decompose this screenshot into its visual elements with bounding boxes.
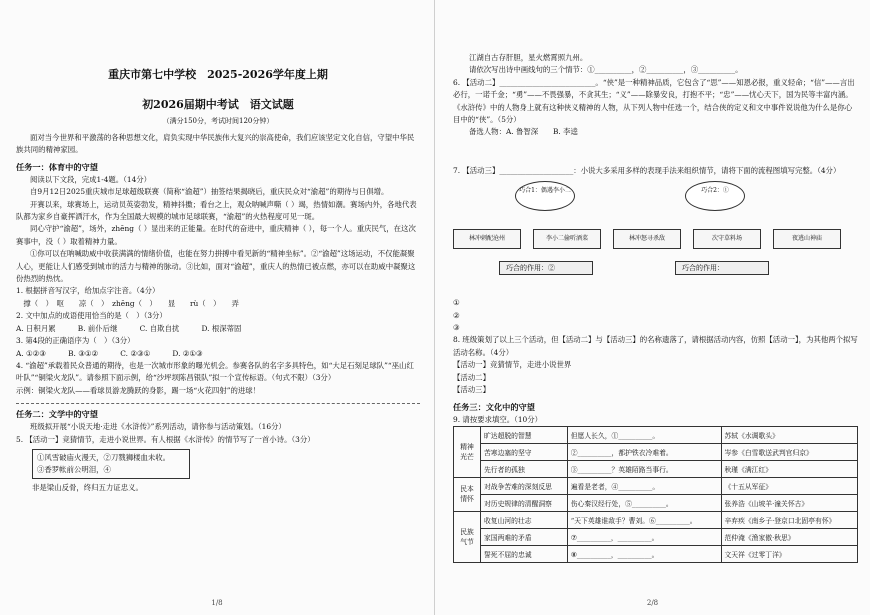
- line-cell: ⑧__________，__________。: [567, 545, 721, 562]
- source-cell: 秋瑾《满江红》: [721, 460, 858, 477]
- intro-text: 面对当今世界和平激荡的各种思想文化，肩负实现中华民族伟大复兴的崇高使命，我们应该坚定文化自信，守望中华民族共同的精神家园。: [16, 133, 415, 155]
- flow-box: 林冲刺配沧州: [453, 229, 521, 249]
- table-row: [454, 545, 858, 562]
- task2-title: 任务二：文学中的守望: [16, 409, 98, 420]
- question-line: A. 日积月累 B. 前仆后继 C. 自欺自扰 D. 根深蒂固: [16, 323, 242, 333]
- passage-sentences: ①你可以在呐喊助威中收获满满的情绪价值，也能在努力拼搏中看见新的“精神坐标”。②“渝超”这场运动，不仅能凝聚人心，更能让人们感受到城市的活力与精神的脉动。③比如，面对“渝超”，重庆人的热情已被点燃，亦可以在助威中凝聚这份热烈的热忱。: [16, 249, 416, 284]
- source-cell: 文天祥《过零丁洋》: [721, 545, 858, 562]
- effect-box-1: 巧合的作用：②: [499, 261, 593, 275]
- page-right: [435, 0, 870, 615]
- table-row: [454, 443, 858, 460]
- answer-line: ①: [453, 298, 460, 308]
- q5-answer-prompt: 请依次写出诗中画线句的三个情节：①__________，②__________，③__________。: [469, 65, 743, 75]
- category-cell: 精神光芒: [454, 426, 481, 477]
- poem-line: ①风雪破庙火漫天，②刀戮狮楼血未收。: [37, 452, 171, 462]
- coincidence-bubble-2: 巧合2：①: [685, 181, 745, 211]
- question-6: 6. 【活动二】__________________________。“侠”是一种精神品质，它包含了“思”——知恩必报，重义轻命；“信”——言出必行，一诺千金；“勇”——不畏强暴，不贪其生；“义”——除暴安良，打抱不平；“忠”——忧心天下，国为民等丰富内涵。《水浒传》中的人物身上就有这种侠义精神的人物，从下列人物中任选一个，结合侠的定义和文中事件说说他为什么是你心目中的“侠”。（5分）: [453, 77, 855, 125]
- theme-cell: 收复山河的壮志: [481, 511, 568, 528]
- question-line: 1. 根据拼音写汉字，给加点字注音。（4分）: [16, 286, 160, 296]
- line-cell: 但愿人长久，①__________。: [567, 426, 721, 443]
- task1-title: 任务一：体育中的守望: [16, 161, 98, 172]
- task3-title: 任务三：文化中的守望: [453, 401, 535, 412]
- line-cell: 遍看是老者，④__________。: [567, 477, 721, 494]
- source-cell: 《十五从军征》: [721, 477, 858, 494]
- question-8: 8. 班级策划了以上三个活动，但【活动二】与【活动三】的名称遗落了，请根据活动内容，仿照【活动一】，为其他两个拟写活动名称。（4分）: [453, 335, 858, 357]
- poem-tail: 非是梁山反骨，终归五力证忠义。: [32, 482, 143, 492]
- poem-line: ③香罗帐前公明泪，④: [37, 464, 111, 474]
- source-cell: 岑参《白雪歌送武判官归京》: [721, 443, 858, 460]
- effect-box-2: 巧合的作用：: [675, 261, 769, 275]
- answer-line: ②: [453, 310, 460, 320]
- question-line: 2. 文中加点的成语使用恰当的是（ ）（3分）: [16, 311, 167, 321]
- flow-box: 李小二偷听酒菜: [533, 229, 601, 249]
- passage-para: 开赛以来，球赛场上，运动员英姿勃发，精神抖擞；看台之上，观众呐喊声嘶（ ）竭，热情如潮。赛场内外，各地代表队都为家乡自豪挥洒汗水，作为全国最大规模的城市足球联赛，“渝超”的火热程度可见一斑。: [16, 199, 417, 222]
- passage-para: 同心守护“渝超”，场外，zhēng（ ）显出来的正能量。在时代的奋进中，重庆精神（ ），每一个人。重庆民气，在这次赛事中，没（ ）取着精神力量。: [16, 224, 416, 246]
- school-title: 重庆市第七中学校 2025-2026学年度上期: [108, 68, 328, 81]
- question-9: 9. 请按要求填空。（10分）: [453, 414, 543, 424]
- theme-cell: 家国两难的矛盾: [481, 528, 568, 545]
- line-cell: “天下英雄谁敌手？曹刘。⑥__________。: [567, 511, 721, 528]
- theme-cell: 先行者的孤独: [481, 460, 568, 477]
- coincidence-bubble-1: 巧合1：偶遇李小二: [515, 181, 575, 211]
- candidates: 备选人物：A. 鲁智深 B. 李逵: [469, 127, 578, 137]
- line-cell: 伤心秦汉经行处，⑤__________。: [567, 494, 721, 511]
- theme-cell: 对历史规律的清醒洞察: [481, 494, 568, 511]
- theme-cell: 誓死不屈的忠诚: [481, 545, 568, 562]
- table-row: [454, 528, 858, 545]
- source-cell: 张养浩《山坡羊·潼关怀古》: [721, 494, 858, 511]
- flow-box: 次守草料场: [693, 229, 761, 249]
- flow-box: 林冲怒寻杀敌: [613, 229, 681, 249]
- answer-space: [453, 139, 858, 165]
- source-cell: 范仲淹《渔家傲·秋思》: [721, 528, 858, 545]
- table-row: [454, 426, 858, 443]
- question-line: A. ①②③ B. ③①② C. ②③① D. ②①③: [16, 348, 203, 358]
- activity-line: 【活动三】: [453, 385, 490, 395]
- fill-in-table: [453, 426, 858, 563]
- category-cell: 民族气节: [454, 511, 481, 562]
- source-cell: 苏轼《水调歌头》: [721, 426, 858, 443]
- category-cell: 民本情怀: [454, 477, 481, 511]
- question-line: 撑（ ） 呕 凉（ ） zhēng（ ） 显 rù（ ） 弄: [16, 298, 239, 308]
- poem-box: [32, 449, 190, 479]
- divider: [16, 403, 420, 404]
- poem-continuation: 江湖自古存肝胆，星火燃霄照九州。: [469, 53, 588, 62]
- flowchart: [453, 181, 858, 293]
- table-row: [454, 477, 858, 494]
- table-row: [454, 511, 858, 528]
- exam-title: 初2026届期中考试 语文试题: [142, 98, 294, 111]
- question-5: 5. 【活动一】竞猜情节，走进小说世界。有人根据《水浒传》的情节写了一首小诗。（3分）: [16, 434, 315, 444]
- flow-box: 夜逃山神庙: [773, 229, 841, 249]
- theme-cell: 旷达超脱的智慧: [481, 426, 568, 443]
- theme-cell: 对战争苦难的深刻反思: [481, 477, 568, 494]
- line-cell: ③__________？英雄陌路当事行。: [567, 460, 721, 477]
- question-7: 7. 【活动三】____________________：小说大多采用多样的表现手法来组织情节，请将下面的流程图填写完整。（4分）: [453, 165, 841, 175]
- line-cell: ②__________，都护铁衣冷难着。: [567, 443, 721, 460]
- table-row: [454, 460, 858, 477]
- question-example: 示例：铜梁火龙队——看球员游龙腾跃的身影，踢一场“火花四射”的进球！: [16, 385, 261, 395]
- source-cell: 辛弃疾《南乡子·登京口北固亭有怀》: [721, 511, 858, 528]
- passage-para: 自9月12日2025重庆城市足球超级联赛（简称“渝超”）抽签结果揭晓后，重庆民众对“渝超”的期待与日俱增。: [30, 187, 389, 197]
- page-number: 2/8: [646, 599, 659, 607]
- answer-line: ③: [453, 323, 460, 333]
- page-number: 1/8: [211, 599, 223, 607]
- activity-line: 【活动二】: [453, 372, 490, 382]
- exam-info: （满分150分，考试时间120分钟）: [162, 117, 274, 125]
- activity-line: 【活动一】竞猜情节，走进小说世界: [453, 360, 572, 370]
- question-line: 4. “渝超”承载着民众普通的期待，也是一次城市形象的曝光机会。参赛各队的名字多具特色，如“大足石刻足球队”“巫山红叶队”“铜梁火龙队”。请参照下面示例，给“沙坪坝陈昌银队”拟一个宣传标语。（句式不限）（3分）: [16, 360, 414, 383]
- table-row: [454, 494, 858, 511]
- line-cell: ⑦__________，__________。: [567, 528, 721, 545]
- theme-cell: 苦寒边塞的坚守: [481, 443, 568, 460]
- task2-instruction: 班级拟开展“小说天地·走进《水浒传》”系列活动，请你参与活动策划。（16分）: [30, 422, 286, 432]
- task1-instruction: 阅读以下文段，完成1-4题。（14分）: [30, 174, 152, 184]
- question-line: 3. 第4段的正确语序为（ ）（3分）: [16, 336, 135, 346]
